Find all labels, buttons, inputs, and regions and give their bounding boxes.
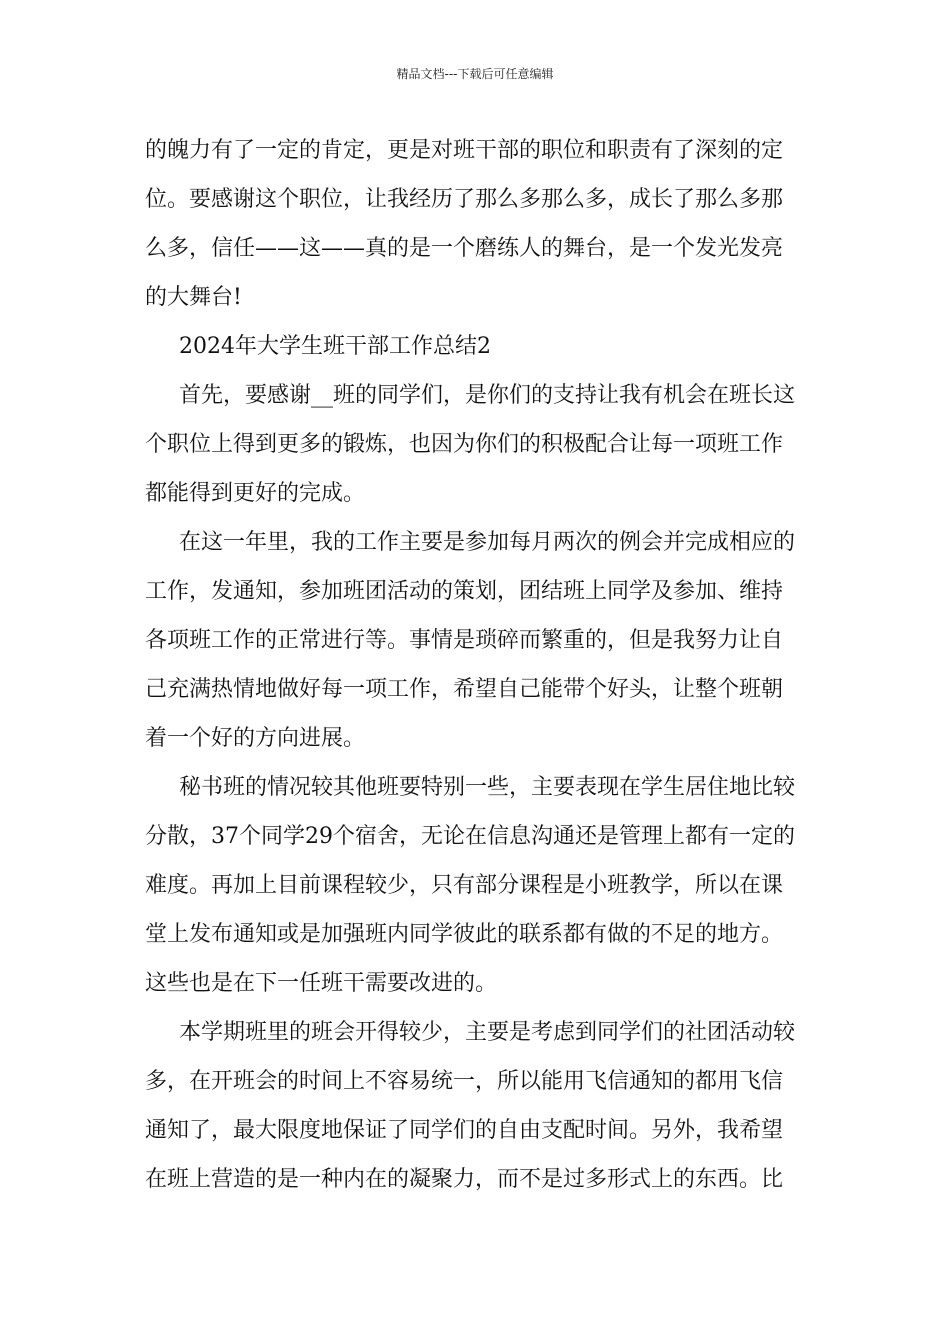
- text-line: 难度。再加上目前课程较少，只有部分课程是小班教学，所以在课: [145, 873, 784, 898]
- document-body: [145, 126, 810, 1204]
- text-line: 本学期班里的班会开得较少，主要是考虑到同学们的社团活动较: [179, 1020, 796, 1045]
- text-line: 秘书班的情况较其他班要特别一些，主要表现在学生居住地比较: [179, 775, 796, 800]
- text-line: 己充满热情地做好每一项工作，希望自己能带个好头，让整个班朝: [145, 677, 784, 702]
- text-line: 这些也是在下一任班干需要改进的。: [145, 971, 498, 996]
- text-line: 在班上营造的是一种内在的凝聚力，而不是过多形式上的东西。比: [145, 1167, 784, 1192]
- page-header: 精品文档---下载后可任意编辑: [396, 67, 554, 81]
- text-line: 么多，信任——这——真的是一个磨练人的舞台，是一个发光发亮: [145, 236, 784, 261]
- text-line: 的大舞台!: [145, 285, 242, 310]
- text-line: 通知了，最大限度地保证了同学们的自由支配时间。另外，我希望: [145, 1118, 784, 1143]
- text-line: 位。要感谢这个职位，让我经历了那么多那么多，成长了那么多那: [145, 187, 784, 212]
- text-line: 着一个好的方向进展。: [145, 726, 366, 751]
- section-title: 2024年大学生班干部工作总结2: [179, 334, 491, 359]
- text-line: 的魄力有了一定的肯定，更是对班干部的职位和职责有了深刻的定: [145, 138, 784, 163]
- text-line: 各项班工作的正常进行等。事情是琐碎而繁重的，但是我努力让自: [145, 628, 784, 653]
- text-line: 分散，37个同学29个宿舍，无论在信息沟通还是管理上都有一定的: [145, 824, 795, 849]
- text-line: 工作，发通知，参加班团活动的策划，团结班上同学及参加、维持: [145, 579, 784, 604]
- text-line: 多，在开班会的时间上不容易统一，所以能用飞信通知的都用飞信: [145, 1069, 784, 1094]
- text-line: 首先，要感谢__班的同学们，是你们的支持让我有机会在班长这: [179, 383, 796, 408]
- text-line: 堂上发布通知或是加强班内同学彼此的联系都有做的不足的地方。: [145, 922, 784, 947]
- text-line: 个职位上得到更多的锻炼，也因为你们的积极配合让每一项班工作: [145, 432, 784, 457]
- text-line: 都能得到更好的完成。: [145, 481, 366, 506]
- text-line: 在这一年里，我的工作主要是参加每月两次的例会并完成相应的: [179, 530, 796, 555]
